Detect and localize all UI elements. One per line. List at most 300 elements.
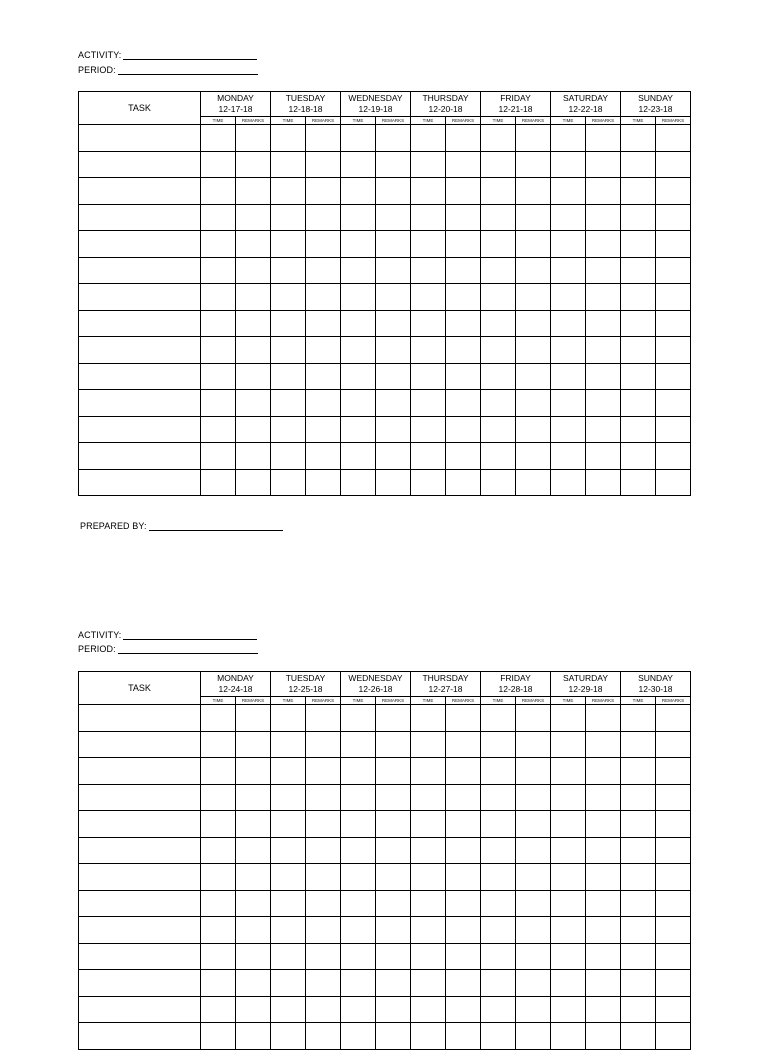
time-cell[interactable]: [621, 705, 656, 732]
remarks-cell[interactable]: [656, 758, 691, 785]
time-cell[interactable]: [411, 837, 446, 864]
remarks-cell[interactable]: [586, 231, 621, 258]
remarks-cell[interactable]: [376, 310, 411, 337]
remarks-cell[interactable]: [236, 890, 271, 917]
time-cell[interactable]: [621, 443, 656, 470]
remarks-cell[interactable]: [656, 890, 691, 917]
time-cell[interactable]: [201, 231, 236, 258]
remarks-cell[interactable]: [376, 1023, 411, 1050]
time-cell[interactable]: [411, 943, 446, 970]
remarks-cell[interactable]: [516, 970, 551, 997]
remarks-cell[interactable]: [586, 917, 621, 944]
time-cell[interactable]: [201, 784, 236, 811]
time-cell[interactable]: [551, 337, 586, 364]
time-cell[interactable]: [201, 469, 236, 496]
time-cell[interactable]: [481, 864, 516, 891]
time-cell[interactable]: [341, 337, 376, 364]
remarks-cell[interactable]: [586, 178, 621, 205]
remarks-cell[interactable]: [236, 284, 271, 311]
task-cell[interactable]: [79, 1023, 201, 1050]
time-cell[interactable]: [201, 705, 236, 732]
remarks-cell[interactable]: [446, 363, 481, 390]
task-cell[interactable]: [79, 784, 201, 811]
time-cell[interactable]: [551, 310, 586, 337]
remarks-cell[interactable]: [446, 178, 481, 205]
time-cell[interactable]: [271, 864, 306, 891]
remarks-cell[interactable]: [516, 917, 551, 944]
task-cell[interactable]: [79, 917, 201, 944]
remarks-cell[interactable]: [236, 811, 271, 838]
remarks-cell[interactable]: [376, 890, 411, 917]
remarks-cell[interactable]: [656, 1023, 691, 1050]
remarks-cell[interactable]: [236, 996, 271, 1023]
time-cell[interactable]: [481, 811, 516, 838]
remarks-cell[interactable]: [656, 443, 691, 470]
time-cell[interactable]: [411, 784, 446, 811]
remarks-cell[interactable]: [236, 705, 271, 732]
time-cell[interactable]: [621, 890, 656, 917]
time-cell[interactable]: [271, 1023, 306, 1050]
remarks-cell[interactable]: [656, 469, 691, 496]
time-cell[interactable]: [481, 416, 516, 443]
remarks-cell[interactable]: [516, 151, 551, 178]
time-cell[interactable]: [621, 917, 656, 944]
remarks-cell[interactable]: [516, 178, 551, 205]
remarks-cell[interactable]: [586, 731, 621, 758]
time-cell[interactable]: [271, 337, 306, 364]
time-cell[interactable]: [271, 758, 306, 785]
remarks-cell[interactable]: [446, 204, 481, 231]
remarks-cell[interactable]: [516, 310, 551, 337]
remarks-cell[interactable]: [306, 1023, 341, 1050]
remarks-cell[interactable]: [376, 784, 411, 811]
remarks-cell[interactable]: [586, 996, 621, 1023]
remarks-cell[interactable]: [516, 337, 551, 364]
remarks-cell[interactable]: [306, 443, 341, 470]
remarks-cell[interactable]: [586, 125, 621, 152]
remarks-cell[interactable]: [236, 970, 271, 997]
remarks-cell[interactable]: [586, 151, 621, 178]
remarks-cell[interactable]: [586, 758, 621, 785]
time-cell[interactable]: [341, 310, 376, 337]
task-cell[interactable]: [79, 890, 201, 917]
time-cell[interactable]: [551, 731, 586, 758]
time-cell[interactable]: [481, 758, 516, 785]
time-cell[interactable]: [551, 705, 586, 732]
remarks-cell[interactable]: [446, 837, 481, 864]
time-cell[interactable]: [271, 996, 306, 1023]
time-cell[interactable]: [411, 890, 446, 917]
time-cell[interactable]: [271, 125, 306, 152]
time-cell[interactable]: [551, 996, 586, 1023]
time-cell[interactable]: [201, 363, 236, 390]
time-cell[interactable]: [271, 784, 306, 811]
remarks-cell[interactable]: [516, 1023, 551, 1050]
remarks-cell[interactable]: [446, 758, 481, 785]
time-cell[interactable]: [481, 443, 516, 470]
task-cell[interactable]: [79, 416, 201, 443]
remarks-cell[interactable]: [656, 731, 691, 758]
time-cell[interactable]: [551, 1023, 586, 1050]
remarks-cell[interactable]: [446, 917, 481, 944]
remarks-cell[interactable]: [446, 1023, 481, 1050]
time-cell[interactable]: [481, 204, 516, 231]
task-cell[interactable]: [79, 284, 201, 311]
time-cell[interactable]: [621, 811, 656, 838]
remarks-cell[interactable]: [376, 231, 411, 258]
time-cell[interactable]: [341, 1023, 376, 1050]
time-cell[interactable]: [201, 943, 236, 970]
remarks-cell[interactable]: [306, 811, 341, 838]
task-cell[interactable]: [79, 231, 201, 258]
remarks-cell[interactable]: [236, 151, 271, 178]
time-cell[interactable]: [271, 363, 306, 390]
remarks-cell[interactable]: [376, 125, 411, 152]
remarks-cell[interactable]: [376, 178, 411, 205]
remarks-cell[interactable]: [516, 837, 551, 864]
time-cell[interactable]: [551, 363, 586, 390]
time-cell[interactable]: [201, 178, 236, 205]
remarks-cell[interactable]: [446, 784, 481, 811]
time-cell[interactable]: [411, 917, 446, 944]
time-cell[interactable]: [551, 443, 586, 470]
remarks-cell[interactable]: [446, 811, 481, 838]
time-cell[interactable]: [201, 1023, 236, 1050]
remarks-cell[interactable]: [236, 784, 271, 811]
time-cell[interactable]: [271, 416, 306, 443]
time-cell[interactable]: [551, 917, 586, 944]
time-cell[interactable]: [481, 996, 516, 1023]
remarks-cell[interactable]: [516, 284, 551, 311]
time-cell[interactable]: [481, 705, 516, 732]
time-cell[interactable]: [481, 970, 516, 997]
remarks-cell[interactable]: [656, 125, 691, 152]
remarks-cell[interactable]: [376, 284, 411, 311]
remarks-cell[interactable]: [656, 416, 691, 443]
time-cell[interactable]: [341, 284, 376, 311]
time-cell[interactable]: [551, 151, 586, 178]
remarks-cell[interactable]: [516, 204, 551, 231]
remarks-cell[interactable]: [656, 837, 691, 864]
remarks-cell[interactable]: [376, 705, 411, 732]
time-cell[interactable]: [201, 390, 236, 417]
time-cell[interactable]: [271, 284, 306, 311]
time-cell[interactable]: [551, 890, 586, 917]
task-cell[interactable]: [79, 758, 201, 785]
time-cell[interactable]: [341, 970, 376, 997]
remarks-cell[interactable]: [656, 705, 691, 732]
remarks-cell[interactable]: [656, 337, 691, 364]
remarks-cell[interactable]: [516, 231, 551, 258]
remarks-cell[interactable]: [306, 257, 341, 284]
remarks-cell[interactable]: [516, 784, 551, 811]
remarks-cell[interactable]: [586, 204, 621, 231]
remarks-cell[interactable]: [656, 363, 691, 390]
remarks-cell[interactable]: [446, 337, 481, 364]
time-cell[interactable]: [621, 125, 656, 152]
time-cell[interactable]: [341, 917, 376, 944]
time-cell[interactable]: [411, 310, 446, 337]
time-cell[interactable]: [411, 1023, 446, 1050]
remarks-cell[interactable]: [656, 996, 691, 1023]
time-cell[interactable]: [341, 996, 376, 1023]
remarks-cell[interactable]: [306, 731, 341, 758]
remarks-cell[interactable]: [306, 151, 341, 178]
remarks-cell[interactable]: [656, 917, 691, 944]
time-cell[interactable]: [341, 837, 376, 864]
time-cell[interactable]: [551, 837, 586, 864]
remarks-cell[interactable]: [656, 811, 691, 838]
time-cell[interactable]: [411, 125, 446, 152]
time-cell[interactable]: [481, 125, 516, 152]
time-cell[interactable]: [481, 917, 516, 944]
remarks-cell[interactable]: [586, 310, 621, 337]
remarks-cell[interactable]: [306, 178, 341, 205]
time-cell[interactable]: [341, 151, 376, 178]
time-cell[interactable]: [271, 811, 306, 838]
time-cell[interactable]: [621, 996, 656, 1023]
remarks-cell[interactable]: [236, 943, 271, 970]
task-cell[interactable]: [79, 337, 201, 364]
remarks-cell[interactable]: [586, 784, 621, 811]
time-cell[interactable]: [341, 943, 376, 970]
remarks-cell[interactable]: [306, 204, 341, 231]
remarks-cell[interactable]: [376, 257, 411, 284]
remarks-cell[interactable]: [236, 125, 271, 152]
time-cell[interactable]: [271, 443, 306, 470]
remarks-cell[interactable]: [516, 943, 551, 970]
remarks-cell[interactable]: [306, 231, 341, 258]
time-cell[interactable]: [411, 811, 446, 838]
activity-blank[interactable]: [123, 50, 257, 60]
remarks-cell[interactable]: [376, 943, 411, 970]
remarks-cell[interactable]: [306, 890, 341, 917]
time-cell[interactable]: [201, 257, 236, 284]
remarks-cell[interactable]: [656, 943, 691, 970]
remarks-cell[interactable]: [236, 469, 271, 496]
remarks-cell[interactable]: [236, 837, 271, 864]
time-cell[interactable]: [341, 705, 376, 732]
time-cell[interactable]: [551, 970, 586, 997]
time-cell[interactable]: [551, 204, 586, 231]
remarks-cell[interactable]: [376, 443, 411, 470]
time-cell[interactable]: [621, 784, 656, 811]
remarks-cell[interactable]: [516, 705, 551, 732]
time-cell[interactable]: [341, 363, 376, 390]
time-cell[interactable]: [481, 390, 516, 417]
time-cell[interactable]: [481, 178, 516, 205]
remarks-cell[interactable]: [656, 284, 691, 311]
time-cell[interactable]: [201, 151, 236, 178]
time-cell[interactable]: [411, 231, 446, 258]
time-cell[interactable]: [411, 731, 446, 758]
remarks-cell[interactable]: [446, 284, 481, 311]
time-cell[interactable]: [481, 363, 516, 390]
time-cell[interactable]: [201, 837, 236, 864]
remarks-cell[interactable]: [516, 996, 551, 1023]
time-cell[interactable]: [271, 943, 306, 970]
remarks-cell[interactable]: [306, 416, 341, 443]
remarks-cell[interactable]: [516, 811, 551, 838]
remarks-cell[interactable]: [656, 390, 691, 417]
time-cell[interactable]: [481, 890, 516, 917]
time-cell[interactable]: [551, 864, 586, 891]
remarks-cell[interactable]: [236, 443, 271, 470]
time-cell[interactable]: [481, 731, 516, 758]
remarks-cell[interactable]: [236, 363, 271, 390]
remarks-cell[interactable]: [236, 204, 271, 231]
time-cell[interactable]: [341, 784, 376, 811]
time-cell[interactable]: [341, 443, 376, 470]
remarks-cell[interactable]: [586, 970, 621, 997]
time-cell[interactable]: [621, 178, 656, 205]
time-cell[interactable]: [551, 284, 586, 311]
time-cell[interactable]: [341, 178, 376, 205]
remarks-cell[interactable]: [236, 390, 271, 417]
time-cell[interactable]: [201, 337, 236, 364]
time-cell[interactable]: [341, 204, 376, 231]
remarks-cell[interactable]: [236, 758, 271, 785]
remarks-cell[interactable]: [516, 890, 551, 917]
time-cell[interactable]: [271, 178, 306, 205]
time-cell[interactable]: [411, 469, 446, 496]
remarks-cell[interactable]: [446, 151, 481, 178]
remarks-cell[interactable]: [306, 310, 341, 337]
remarks-cell[interactable]: [236, 864, 271, 891]
time-cell[interactable]: [621, 310, 656, 337]
time-cell[interactable]: [411, 151, 446, 178]
remarks-cell[interactable]: [306, 943, 341, 970]
period-blank[interactable]: [118, 644, 258, 654]
task-cell[interactable]: [79, 125, 201, 152]
remarks-cell[interactable]: [236, 178, 271, 205]
remarks-cell[interactable]: [446, 705, 481, 732]
remarks-cell[interactable]: [446, 231, 481, 258]
time-cell[interactable]: [271, 890, 306, 917]
time-cell[interactable]: [271, 310, 306, 337]
task-cell[interactable]: [79, 469, 201, 496]
remarks-cell[interactable]: [446, 731, 481, 758]
remarks-cell[interactable]: [516, 469, 551, 496]
time-cell[interactable]: [481, 257, 516, 284]
remarks-cell[interactable]: [586, 811, 621, 838]
remarks-cell[interactable]: [446, 890, 481, 917]
time-cell[interactable]: [411, 864, 446, 891]
time-cell[interactable]: [271, 837, 306, 864]
time-cell[interactable]: [341, 125, 376, 152]
remarks-cell[interactable]: [306, 837, 341, 864]
remarks-cell[interactable]: [306, 758, 341, 785]
remarks-cell[interactable]: [586, 284, 621, 311]
remarks-cell[interactable]: [656, 151, 691, 178]
remarks-cell[interactable]: [236, 416, 271, 443]
remarks-cell[interactable]: [306, 784, 341, 811]
task-cell[interactable]: [79, 310, 201, 337]
time-cell[interactable]: [621, 257, 656, 284]
task-cell[interactable]: [79, 151, 201, 178]
remarks-cell[interactable]: [376, 917, 411, 944]
remarks-cell[interactable]: [306, 469, 341, 496]
remarks-cell[interactable]: [656, 204, 691, 231]
time-cell[interactable]: [621, 758, 656, 785]
remarks-cell[interactable]: [446, 443, 481, 470]
time-cell[interactable]: [271, 970, 306, 997]
remarks-cell[interactable]: [446, 970, 481, 997]
task-cell[interactable]: [79, 837, 201, 864]
time-cell[interactable]: [341, 257, 376, 284]
time-cell[interactable]: [201, 917, 236, 944]
remarks-cell[interactable]: [656, 784, 691, 811]
remarks-cell[interactable]: [306, 284, 341, 311]
time-cell[interactable]: [201, 811, 236, 838]
time-cell[interactable]: [411, 337, 446, 364]
time-cell[interactable]: [411, 416, 446, 443]
time-cell[interactable]: [341, 864, 376, 891]
remarks-cell[interactable]: [306, 705, 341, 732]
task-cell[interactable]: [79, 363, 201, 390]
time-cell[interactable]: [621, 204, 656, 231]
time-cell[interactable]: [621, 416, 656, 443]
remarks-cell[interactable]: [516, 731, 551, 758]
remarks-cell[interactable]: [446, 390, 481, 417]
remarks-cell[interactable]: [586, 837, 621, 864]
task-cell[interactable]: [79, 996, 201, 1023]
time-cell[interactable]: [341, 731, 376, 758]
time-cell[interactable]: [621, 231, 656, 258]
time-cell[interactable]: [201, 970, 236, 997]
remarks-cell[interactable]: [446, 416, 481, 443]
time-cell[interactable]: [551, 390, 586, 417]
remarks-cell[interactable]: [376, 390, 411, 417]
time-cell[interactable]: [201, 125, 236, 152]
remarks-cell[interactable]: [376, 837, 411, 864]
time-cell[interactable]: [411, 758, 446, 785]
time-cell[interactable]: [341, 469, 376, 496]
time-cell[interactable]: [411, 996, 446, 1023]
remarks-cell[interactable]: [306, 390, 341, 417]
time-cell[interactable]: [271, 151, 306, 178]
remarks-cell[interactable]: [586, 390, 621, 417]
remarks-cell[interactable]: [376, 864, 411, 891]
remarks-cell[interactable]: [236, 257, 271, 284]
remarks-cell[interactable]: [516, 758, 551, 785]
time-cell[interactable]: [411, 390, 446, 417]
remarks-cell[interactable]: [306, 917, 341, 944]
remarks-cell[interactable]: [586, 864, 621, 891]
time-cell[interactable]: [481, 784, 516, 811]
time-cell[interactable]: [551, 125, 586, 152]
time-cell[interactable]: [621, 363, 656, 390]
time-cell[interactable]: [271, 204, 306, 231]
time-cell[interactable]: [411, 363, 446, 390]
remarks-cell[interactable]: [236, 917, 271, 944]
time-cell[interactable]: [201, 996, 236, 1023]
remarks-cell[interactable]: [306, 970, 341, 997]
remarks-cell[interactable]: [516, 257, 551, 284]
remarks-cell[interactable]: [376, 758, 411, 785]
task-cell[interactable]: [79, 204, 201, 231]
remarks-cell[interactable]: [376, 363, 411, 390]
time-cell[interactable]: [481, 231, 516, 258]
remarks-cell[interactable]: [586, 1023, 621, 1050]
remarks-cell[interactable]: [376, 416, 411, 443]
task-cell[interactable]: [79, 970, 201, 997]
remarks-cell[interactable]: [306, 996, 341, 1023]
remarks-cell[interactable]: [446, 310, 481, 337]
time-cell[interactable]: [481, 1023, 516, 1050]
time-cell[interactable]: [201, 443, 236, 470]
time-cell[interactable]: [201, 416, 236, 443]
